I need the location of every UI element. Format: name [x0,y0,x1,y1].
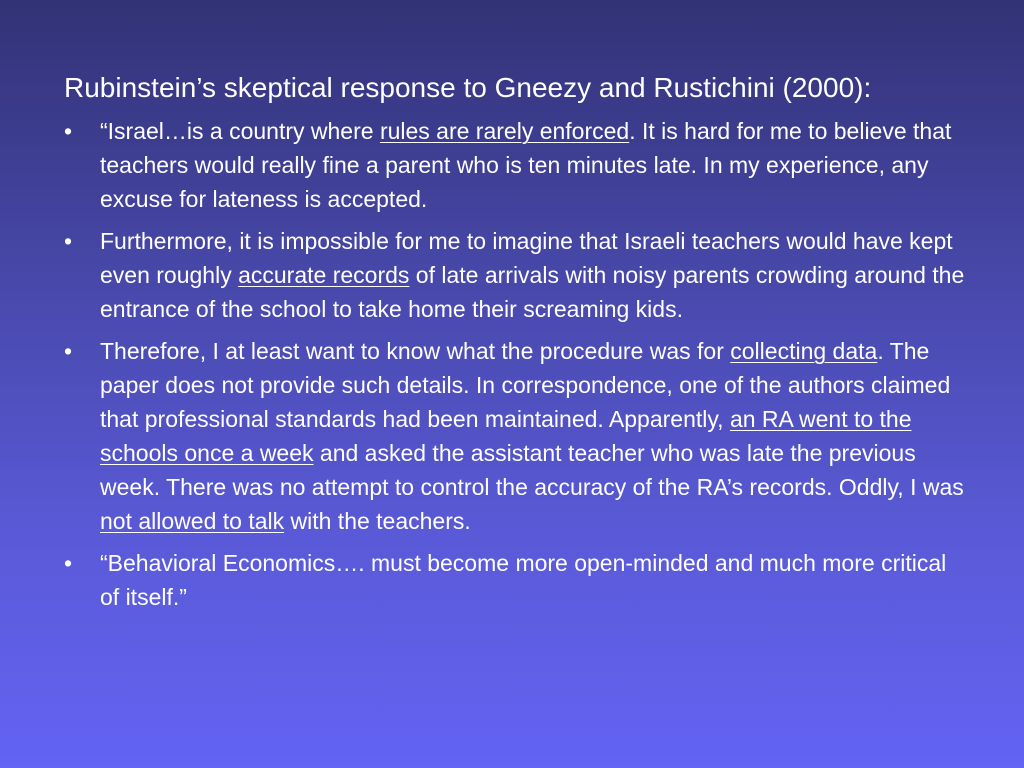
bullet-item-2 [64,224,970,326]
bullet-marker: • [64,228,73,254]
underlined-phrase: accurate records [238,262,410,288]
bullet-marker: • [64,118,73,144]
slide-title: Rubinstein’s skeptical response to Gneezy and Rustichini (2000): [64,72,872,103]
bullet-item-1 [64,114,970,216]
bullet-text: Furthermore, it is impossible for me to imagine that Israeli teachers would have kept even roughly [100,228,953,288]
bullet-marker: • [64,550,73,576]
bullet-text: and asked the assistant teacher who was late the previous week. There was no attempt to control the accuracy of the RA’s records. Oddly, I was [100,440,964,500]
underlined-phrase: not allowed to talk [100,508,285,534]
slide-content [64,70,964,622]
bullet-text: with the teachers. [284,508,471,534]
underlined-phrase: collecting data [730,338,878,364]
bullet-text: . It is hard for me to believe that teachers would really fine a parent who is ten minutes late. In my experience, any excuse for lateness is accepted. [100,118,952,212]
bullet-text: “Israel…is a country where [100,118,380,144]
bullet-marker: • [64,338,73,364]
bullet-text: Therefore, I at least want to know what the procedure was for [100,338,731,364]
underlined-phrase: an RA went to the schools once a week [100,406,912,466]
bullet-text: “Behavioral Economics…. must become more open-minded and much more critical of itself.” [100,550,947,610]
bullet-item-3 [64,334,970,538]
bullet-list [64,114,964,614]
bullet-text: of late arrivals with noisy parents crowding around the entrance of the school to take home their screaming kids. [100,262,965,322]
bullet-item-4 [64,546,970,614]
underlined-phrase: rules are rarely enforced [379,118,630,144]
bullet-text: . The paper does not provide such details. In correspondence, one of the authors claimed that professional standards had been maintained. Apparently, [100,338,951,432]
